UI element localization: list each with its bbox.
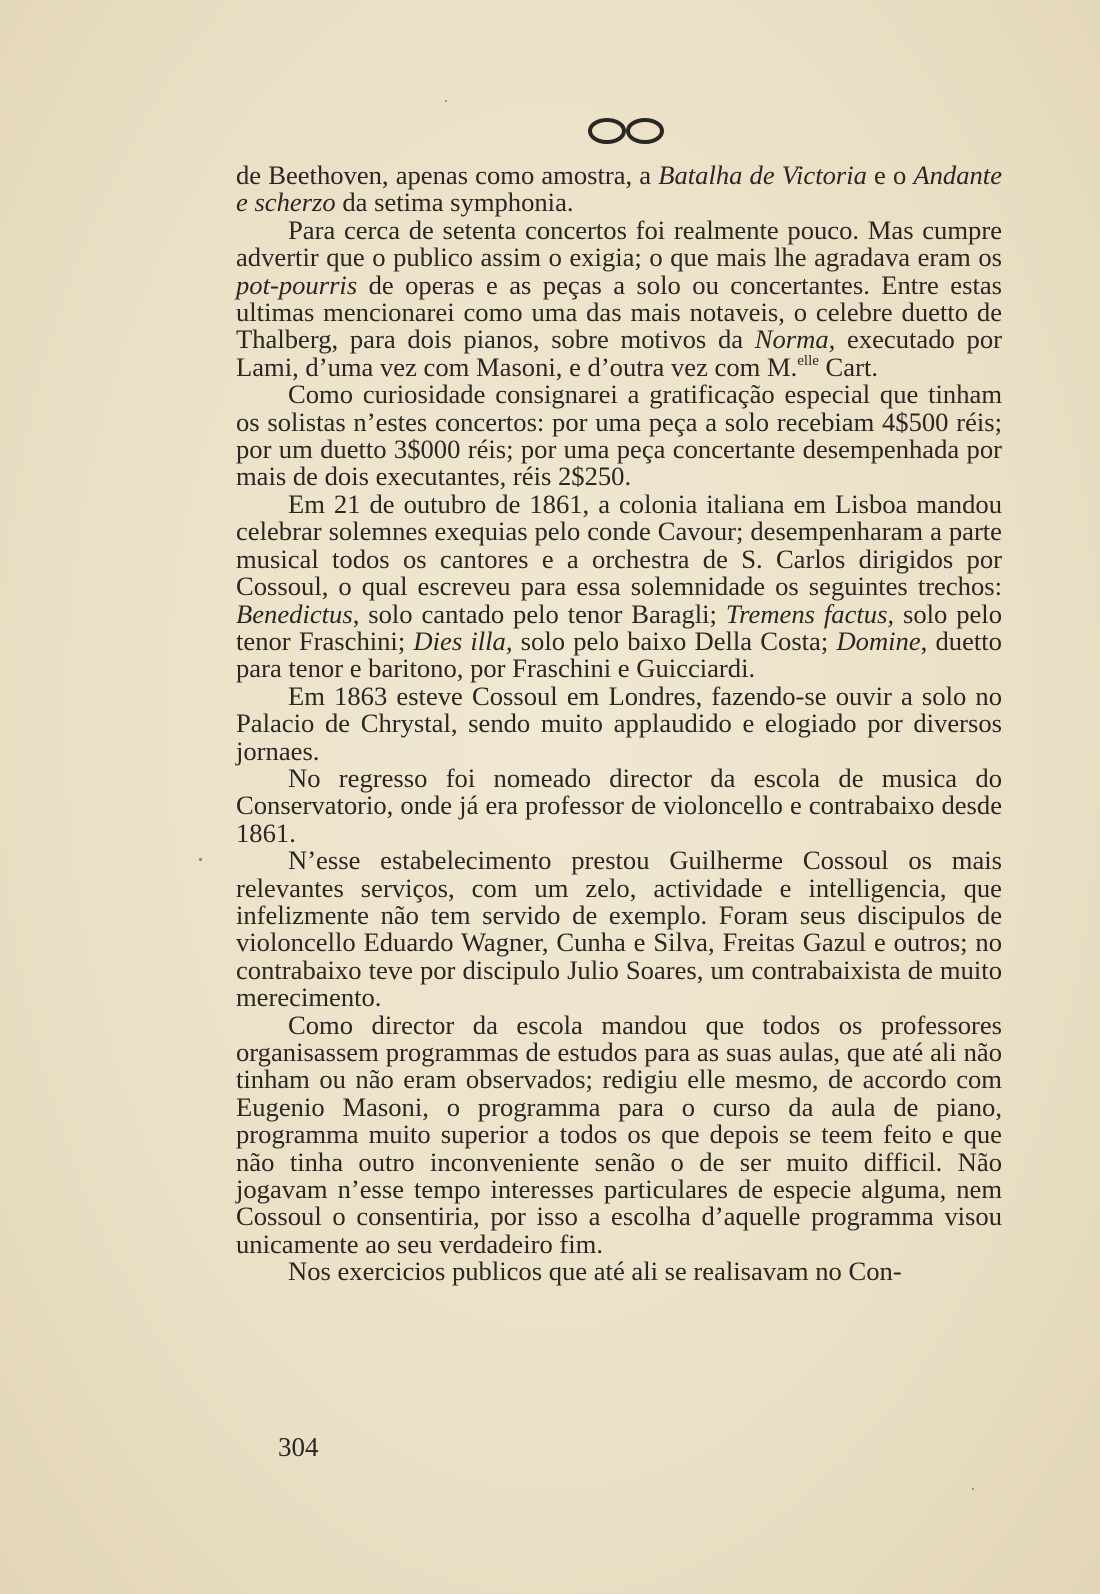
- text-run: Em 1863 esteve Cossoul em Londres, fazendo-se ouvir a solo no Palacio de Chrystal, sendo muito applaudido e elogiado por diversos jornaes.: [236, 680, 1002, 766]
- text-run: de Beethoven, apenas como amostra, a: [236, 160, 659, 190]
- italic-text: Benedictus: [236, 598, 353, 629]
- text-run: Nos exercicios publicos que até ali se realisavam no Con-: [288, 1256, 902, 1287]
- body-text: [236, 162, 1002, 1286]
- double-ring-ornament-icon: [585, 116, 667, 146]
- paragraph-p4: [236, 488, 1002, 684]
- paragraph-p2: [236, 214, 1002, 382]
- italic-text: Dies illa,: [413, 625, 513, 656]
- text-run: e o: [866, 160, 914, 190]
- paragraph-p1: [236, 162, 1002, 217]
- page-number: 304: [278, 1432, 319, 1462]
- paper-speck: [199, 858, 202, 861]
- text-run: N’esse estabelecimento prestou Guilherme Cossoul os mais relevantes serviços, com um zelo, actividade e intelligencia, que infelizmente não tem servido de exemplo. Foram seus discipulos de violoncello Eduardo Wagner, Cunha e Silva, Freitas Gazul e outros; no contrabaixo teve por discipulo Julio Soares, um contrabaixista de muito merecimento.: [236, 845, 1002, 1013]
- text-run: solo pelo tenor Fraschini;: [236, 598, 1002, 656]
- text-run: executado por Lami, d’uma vez com Masoni, e d’outra vez com M.: [236, 324, 1002, 382]
- paragraph-p8: [236, 1009, 1002, 1259]
- text-run: Como curiosidade consignarei a gratificação especial que tinham os solistas n’estes concertos: por uma peça a solo recebiam 4$500 réis; por um duetto 3$000 réis; por uma peça concertante desempenhada por mais de dois executantes, réis 2$250.: [236, 379, 1002, 492]
- italic-text: Andante e scherzo: [236, 160, 1002, 218]
- text-run: Cart.: [818, 351, 878, 382]
- paragraph-p3: [236, 381, 1002, 491]
- italic-text: pot-pourris: [236, 269, 358, 300]
- italic-text: Batalha de Victoria: [658, 160, 867, 190]
- text-run: Para cerca de setenta concertos foi realmente pouco. Mas cumpre advertir que o publico assim o exigia; o que mais lhe agradava eram os: [236, 214, 1002, 273]
- text-run: de operas e as peças a solo ou concertantes. Entre estas ultimas mencionarei como uma das mais notaveis, o celebre duetto de Thalberg, para dois pianos, sobre motivos da: [236, 269, 1002, 355]
- paper-speck: [445, 100, 447, 102]
- text-run: solo pelo baixo Della Costa;: [512, 625, 837, 656]
- text-run: Como director da escola mandou que todos os professores organisassem programmas de estudos para as suas aulas, que até ali não tinham ou não eram observados; redigiu elle mesmo, de accordo com Eugenio Masoni, o programma para o curso da aula de piano, programma muito superior a todos os que depois se teem feito e que não tinha outro inconveniente senão o de ser muito difficil. Não jogavam n’esse tempo interesses particulares de especie alguma, nem Cossoul o consentiria, por isso a escolha d’aquelle programma visou unicamente ao seu verdadeiro fim.: [236, 1009, 1002, 1259]
- paragraph-p5: [236, 680, 1002, 766]
- italic-text: Norma,: [754, 324, 836, 355]
- text-run: , duetto para tenor e baritono, por Fraschini e Guicciardi.: [236, 625, 1002, 684]
- text-run: Em 21 de outubro de 1861, a colonia italiana em Lisboa mandou celebrar solemnes exequias pelo conde Cavour; desempenharam a parte musical todos os cantores e a orchestra de S. Carlos dirigidos por Cossoul, o qual escreveu para essa solemnidade os seguintes trechos:: [236, 488, 1002, 602]
- text-run: , solo cantado pelo tenor Baragli;: [352, 598, 726, 629]
- paragraph-p6: [236, 762, 1002, 848]
- paper-speck: [972, 1488, 974, 1490]
- paragraph-p9: [236, 1258, 1002, 1285]
- paragraph-p7: [236, 847, 1002, 1011]
- superscript-text: elle: [797, 352, 819, 369]
- italic-text: Tremens factus,: [725, 598, 895, 629]
- italic-text: Domine: [836, 625, 921, 656]
- text-run: No regresso foi nomeado director da escola de musica do Conservatorio, onde já era professor de violoncello e contrabaixo desde 1861.: [236, 762, 1002, 848]
- text-run: da setima symphonia.: [335, 187, 574, 218]
